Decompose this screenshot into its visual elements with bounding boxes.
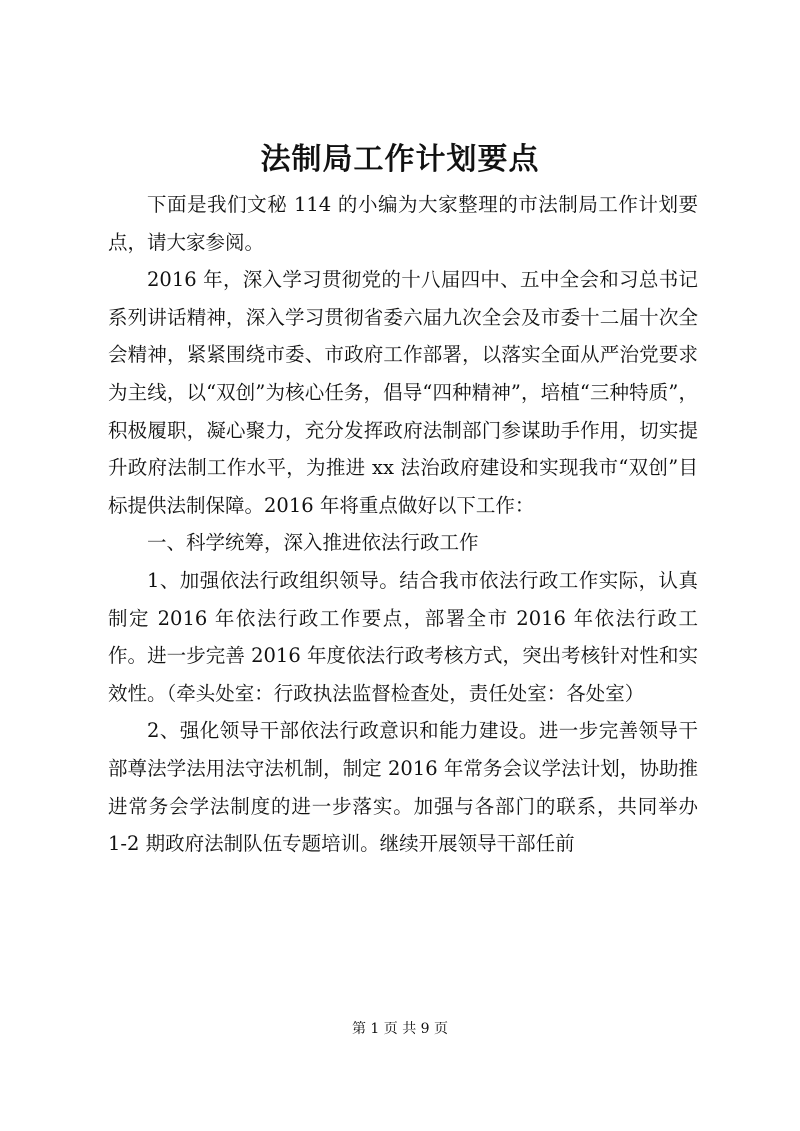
item-paragraph-2: 2、强化领导干部依法行政意识和能力建设。进一步完善领导干部尊法学法用法守法机制，制定 2016 年常务会议学法计划，协助推进常务会学法制度的进一步落实。加强与各部门的联系，共同举办 1-2 期政府法制队伍专题培训。继续开展领导干部任前 <box>108 719 698 856</box>
item-paragraph-1: 1、加强依法行政组织领导。结合我市依法行政工作实际，认真制定 2016 年依法行政工作要点，部署全市 2016 年依法行政工作。进一步完善 2016 年度依法行政考核方式，突出考核针对性和实效性。（牵头处室：行政执法监督检查处，责任处室：各处室） <box>108 568 698 705</box>
document-body <box>108 186 698 863</box>
document-title: 法制局工作计划要点 <box>260 142 540 177</box>
intro-paragraph: 下面是我们文秘 114 的小编为大家整理的市法制局工作计划要点，请大家参阅。 <box>108 193 698 254</box>
page-footer: 第 1 页 共 9 页 <box>351 1021 449 1037</box>
section-heading: 一、科学统筹，深入推进依法行政工作 <box>147 531 479 555</box>
overview-paragraph: 2016 年，深入学习贯彻党的十八届四中、五中全会和习总书记系列讲话精神，深入学习贯彻省委六届九次全会及市委十二届十次全会精神，紧紧围绕市委、市政府工作部署，以落实全面从严治党要求为主线，以“双创”为核心任务，倡导“四种精神”，培植“三种特质”，积极履职，凝心聚力，充分发挥政府法制部门参谋助手作用，切实提升政府法制工作水平，为推进 xx 法治政府建设和实现我市“双创”目标提供法制保障。2016 年将重点做好以下工作： <box>108 268 698 517</box>
